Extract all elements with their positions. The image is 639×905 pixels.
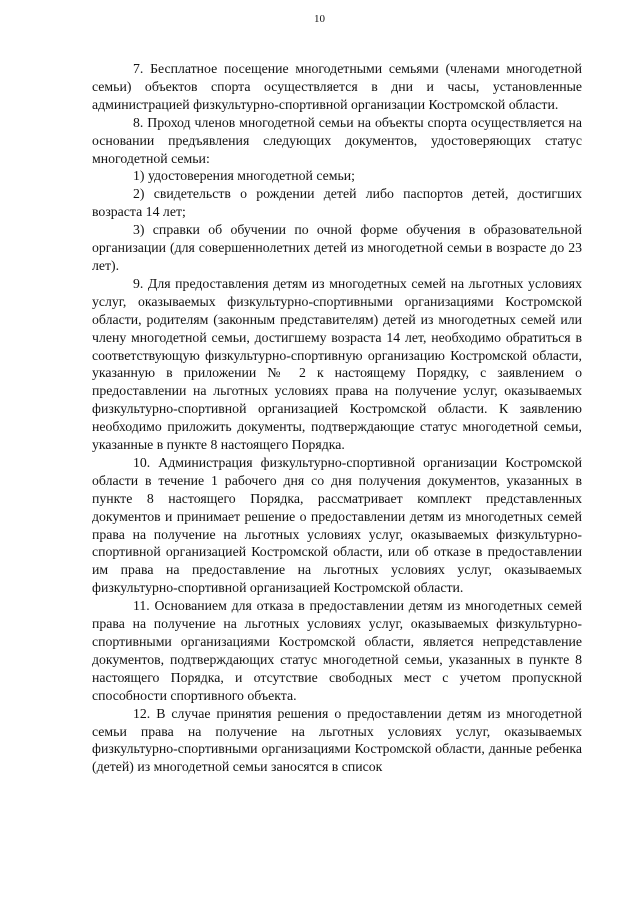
- paragraph-8: 8. Проход членов многодетной семьи на объекты спорта осуществляется на основании предъявления следующих документов, удостоверяющих статус многодетной семьи:: [92, 114, 582, 166]
- document-body: [92, 60, 582, 776]
- paragraph-11: 11. Основанием для отказа в предоставлении детям из многодетных семей права на получение на льготных условиях услуг, оказываемых физкультурно-спортивными организациями Костромской области, является непредставление документов, подтверждающих статус многодетной семьи, указанных в пункте 8 настоящего Порядка, и отсутствие свободных мест с учетом пропускной способности спортивного объекта.: [92, 598, 582, 703]
- paragraph-9: 9. Для предоставления детям из многодетных семей на льготных условиях услуг, оказываемых физкультурно-спортивными организациями Костромской области, родителям (законным представителям) детей из многодетных семей или члену многодетной семьи, достигшему возраста 14 лет, необходимо обратиться в соответствующую физкультурно-спортивную организацию Костромской области, указанную в приложении № 2 к настоящему Порядку, с заявлением о предоставлении на льготных условиях права на получение услуг, оказываемых физкультурно-спортивной организацией Костромской области. К заявлению необходимо приложить документы, подтверждающие статус многодетной семьи, указанные в пункте 8 настоящего Порядка.: [92, 275, 582, 453]
- page-number: 10: [314, 13, 325, 25]
- list-item-2: 2) свидетельств о рождении детей либо паспортов детей, достигших возраста 14 лет;: [92, 186, 582, 220]
- list-item-1: 1) удостоверения многодетной семьи;: [133, 168, 356, 184]
- paragraph-10: 10. Администрация физкультурно-спортивной организации Костромской области в течение 1 рабочего дня со дня получения документов, указанных в пункте 8 настоящего Порядка, рассматривает комплект представленных документов и принимает решение о предоставлении детям из многодетных семей права на получение на льготных условиях услуг, оказываемых физкультурно-спортивной организацией Костромской области, или об отказе в предоставлении им права на предоставление на льготных условиях услуг, оказываемых физкультурно-спортивной организацией Костромской области.: [92, 454, 582, 596]
- list-item-3: 3) справки об обучении по очной форме обучения в образовательной организации (для совершеннолетних детей из многодетной семьи в возрасте до 23 лет).: [92, 222, 582, 273]
- paragraph-12: 12. В случае принятия решения о предоставлении детям из многодетной семьи права на получение на льготных условиях услуг, оказываемых физкультурно-спортивными организациями Костромской области, данные ребенка (детей) из многодетной семьи заносятся в список: [92, 705, 582, 775]
- paragraph-7: 7. Бесплатное посещение многодетными семьями (членами многодетной семьи) объектов спорта осуществляется в дни и часы, установленные администрацией физкультурно-спортивной организации Костромской области.: [92, 61, 582, 112]
